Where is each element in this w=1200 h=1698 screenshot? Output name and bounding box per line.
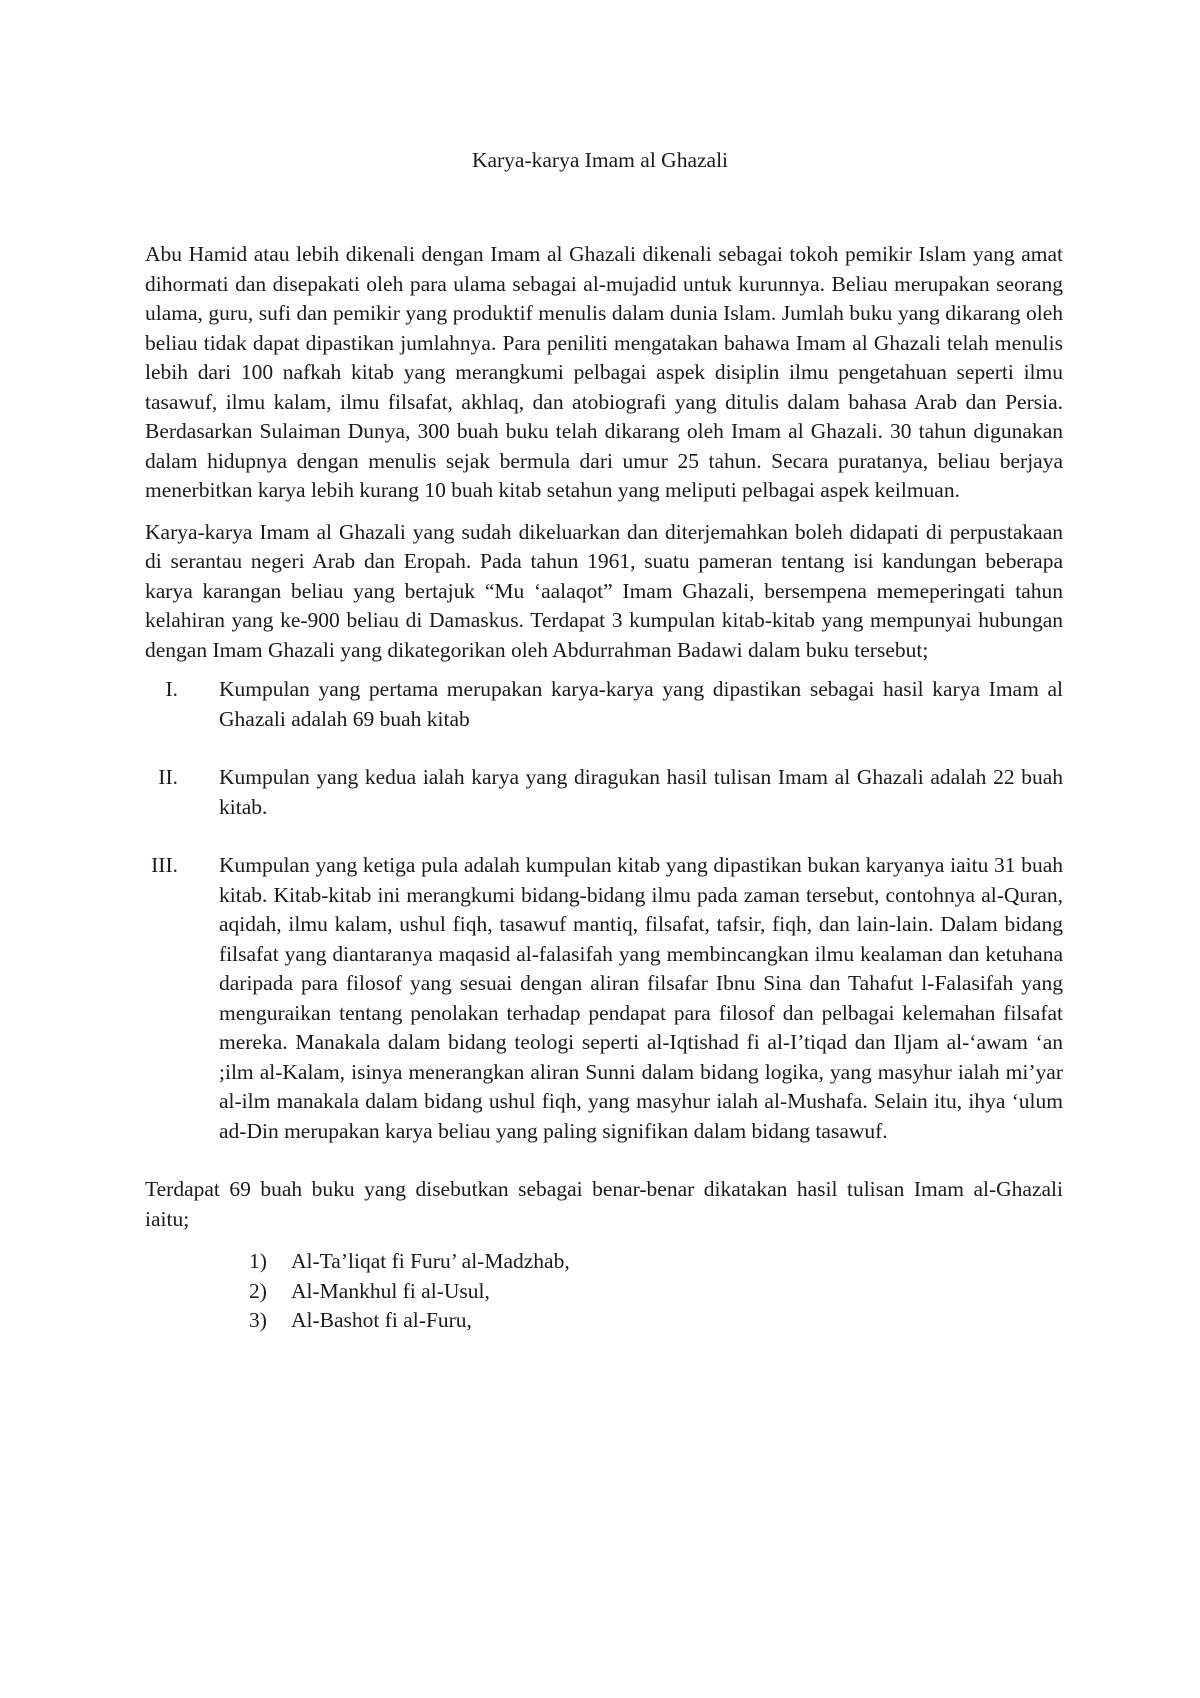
list-item-text: Kumpulan yang pertama merupakan karya-karya yang dipastikan sebagai hasil karya Imam al Ghazali adalah 69 buah kitab (219, 677, 1063, 731)
document-title: Karya-karya Imam al Ghazali (471, 148, 729, 172)
list-item-text: Kumpulan yang ketiga pula adalah kumpulan kitab yang dipastikan bukan karyanya iaitu 31 buah kitab. Kitab-kitab ini merangkumi bidang-bidang ilmu pada zaman tersebut, contohnya al-Quran, aqidah, ilmu kalam, ushul fiqh, tasawuf mantiq, filsafat, tafsir, fiqh, dan lain-lain. Dalam bidang filsafat yang diantaranya maqasid al-falasifah yang membincangkan ilmu kealaman dan ketuhana daripada para filosof yang sesuai dengan aliran filsafar Ibnu Sina dan Tahafut l-Falasifah yang menguraikan tentang penolakan terhadap pendapat para filosof dan pelbagai kelemahan filsafat mereka. Manakala dalam bidang teologi seperti al-Iqtishad fi al-I’tiqad dan Iljam al-‘awam ‘an ;ilm al-Kalam, isinya menerangkan aliran Sunni dalam bidang logika, yang masyhur ialah mi’yar al-ilm manakala dalam bidang ushul fiqh, yang masyhur ialah al-Mushafa. Selain itu, ihya ‘ulum ad-Din merupakan karya beliau yang paling signifikan dalam bidang tasawuf. (219, 853, 1063, 1143)
list-item (145, 675, 1063, 734)
paragraph-collections: Karya-karya Imam al Ghazali yang sudah dikeluarkan dan diterjemahkan boleh didapati di perpustakaan di serantau negeri Arab dan Eropah. Pada tahun 1961, suatu pameran tentang isi kandungan beberapa karya karangan beliau yang bertajuk “Mu ‘aalaqot” Imam Ghazali, bersempena memeperingati tahun kelahiran yang ke-900 beliau di Damaskus. Terdapat 3 kumpulan kitab-kitab yang mempunyai hubungan dengan Imam Ghazali yang dikategorikan oleh Abdurrahman Badawi dalam buku tersebut; (145, 519, 1063, 662)
list-marker: 1) (249, 1249, 267, 1273)
list-marker: 2) (249, 1278, 267, 1303)
list-marker: II. (158, 765, 178, 789)
list-item (145, 1247, 1063, 1277)
list-marker: 3) (249, 1308, 267, 1332)
roman-numeral-list (145, 675, 1063, 1146)
list-item-text: Al-Ta’liqat fi Furu’ al-Madzhab, (291, 1249, 570, 1273)
paragraph-book-list-intro: Terdapat 69 buah buku yang disebutkan sebagai benar-benar dikatakan hasil tulisan Imam al-Ghazali iaitu; (145, 1177, 1063, 1231)
list-marker: III. (151, 853, 178, 877)
document-body (145, 240, 1063, 1336)
list-item (145, 851, 1063, 1146)
list-item-text: Kumpulan yang kedua ialah karya yang diragukan hasil tulisan Imam al Ghazali adalah 22 buah kitab. (219, 765, 1063, 819)
list-marker: I. (165, 677, 178, 701)
list-item (145, 763, 1063, 822)
list-item (145, 1277, 1063, 1307)
paragraph-intro: Abu Hamid atau lebih dikenali dengan Imam al Ghazali dikenali sebagai tokoh pemikir Islam yang amat dihormati dan disepakati oleh para ulama sebagai al-mujadid untuk kurunnya. Beliau merupakan seorang ulama, guru, sufi dan pemikir yang produktif menulis dalam dunia Islam. Jumlah buku yang dikarang oleh beliau tidak dapat dipastikan jumlahnya. Para peniliti mengatakan bahawa Imam al Ghazali telah menulis lebih dari 100 nafkah kitab yang merangkumi pelbagai aspek disiplin ilmu pengetahuan seperti ilmu tasawuf, ilmu kalam, ilmu filsafat, akhlaq, dan atobiografi yang ditulis dalam bahasa Arab dan Persia. Berdasarkan Sulaiman Dunya, 300 buah buku telah dikarang oleh Imam al Ghazali. 30 tahun digunakan dalam hidupnya dengan menulis sejak bermula dari umur 25 tahun. Secara puratanya, beliau berjaya menerbitkan karya lebih kurang 10 buah kitab setahun yang meliputi pelbagai aspek keilmuan. (145, 242, 1063, 502)
list-item-text: Al-Mankhul fi al-Usul, (291, 1278, 490, 1303)
numbered-book-list (145, 1247, 1063, 1336)
list-item-text: Al-Bashot fi al-Furu, (291, 1308, 472, 1332)
list-item (145, 1306, 1063, 1336)
